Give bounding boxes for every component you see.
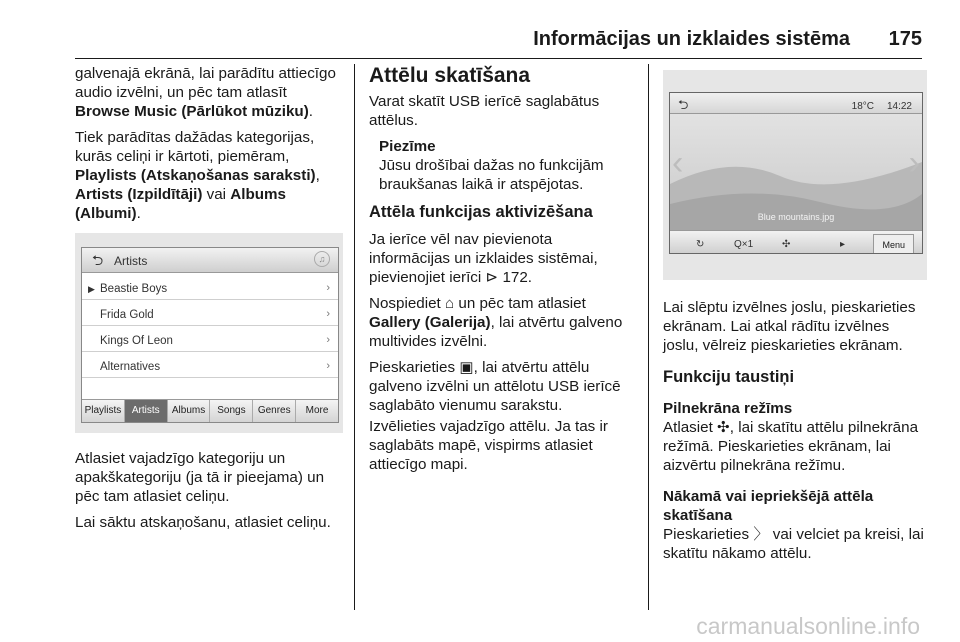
- list-item[interactable]: Frida Gold ›: [82, 300, 338, 326]
- play-icon[interactable]: ▸: [840, 239, 846, 250]
- section-heading: Funkciju taustiņi: [663, 368, 795, 386]
- gallery-toolbar: [670, 230, 922, 253]
- chevron-right-icon: ›: [326, 308, 330, 320]
- paragraph: Atlasiet ✣, lai skatītu attēlu pilnekrāna režīmā. Pieskarieties ekrānam, lai aizvērtu pilnekrāna režīmu.: [663, 419, 919, 474]
- gallery-screenshot: [663, 70, 927, 280]
- clock-readout: 14:22: [886, 101, 912, 112]
- list-item[interactable]: Alternatives ›: [82, 352, 338, 378]
- tab-genres[interactable]: Genres: [253, 400, 296, 422]
- paragraph: Ja ierīce vēl nav pievienota informācijas un izklaides sistēmai, pievienojiet ierīci ⊳ 172.: [369, 231, 598, 286]
- section-title: Informācijas un izklaides sistēma: [533, 28, 850, 50]
- note-box: [369, 137, 637, 194]
- list-item[interactable]: Kings Of Leon ›: [82, 326, 338, 352]
- artists-screen: [81, 247, 339, 423]
- fullscreen-icon[interactable]: ✣: [782, 239, 791, 250]
- artists-screenshot: [75, 233, 343, 433]
- screen-title: Artists: [114, 254, 148, 268]
- paragraph: Lai sāktu atskaņošanu, atlasiet celiņu.: [75, 514, 331, 531]
- paragraph: Pieskarieties ▣, lai atvērtu attēlu galveno izvēlni un attēlotu USB ierīcē saglabāto vienumu sarakstu.: [369, 359, 621, 414]
- paragraph: Lai slēptu izvēlnes joslu, pieskarieties ekrānam. Lai atkal rādītu izvēlnes joslu, vēlreiz pieskarieties ekrānam.: [663, 299, 916, 354]
- tab-artists[interactable]: Artists: [125, 400, 168, 422]
- subheading: Attēla funkcijas aktivizēšana: [369, 203, 593, 221]
- column-1: [75, 64, 343, 539]
- paragraph: galvenajā ekrānā, lai parādītu attiecīgo audio izvēlni, un pēc tam atlasīt Browse Music (Pārlūkot mūziku).: [75, 65, 336, 120]
- category-tabbar: [82, 399, 338, 422]
- paragraph: Pieskarieties 〉 vai velciet pa kreisi, lai skatītu nākamo attēlu.: [663, 526, 924, 562]
- back-arrow-icon[interactable]: ⮌: [678, 97, 689, 112]
- column-divider-2: [648, 64, 649, 610]
- paragraph: Nospiediet ⌂ un pēc tam atlasiet Gallery (Galerija), lai atvērtu galveno multivides izvēlni.: [369, 295, 623, 350]
- playing-indicator-icon: ▶: [88, 284, 95, 294]
- subheading: Nākamā vai iepriekšējā attēla skatīšana: [663, 488, 874, 524]
- tab-songs[interactable]: Songs: [210, 400, 253, 422]
- chevron-left-icon[interactable]: ‹: [672, 144, 684, 182]
- chevron-right-icon: ›: [326, 360, 330, 372]
- header-divider: [75, 58, 922, 59]
- menu-button[interactable]: Menu: [873, 234, 914, 254]
- page-number: 175: [888, 28, 922, 50]
- tab-playlists[interactable]: Playlists: [82, 400, 125, 422]
- list-item[interactable]: ▶ Beastie Boys ›: [82, 274, 338, 300]
- photo-view[interactable]: [670, 114, 922, 230]
- music-note-icon[interactable]: ♫: [314, 251, 330, 267]
- zoom-icon[interactable]: Q×1: [734, 239, 754, 250]
- column-3: [663, 64, 927, 570]
- column-divider-1: [354, 64, 355, 610]
- chevron-right-icon: ›: [326, 334, 330, 346]
- back-arrow-icon[interactable]: ⮌: [92, 252, 104, 268]
- chevron-right-icon[interactable]: ›: [908, 144, 920, 182]
- paragraph: Varat skatīt USB ierīcē saglabātus attēlus.: [369, 93, 600, 129]
- section-heading: Attēlu skatīšana: [369, 64, 531, 87]
- column-2: [369, 64, 637, 481]
- tab-more[interactable]: More: [305, 405, 329, 416]
- subheading: Pilnekrāna režīms: [663, 400, 793, 417]
- tab-albums[interactable]: Albums: [168, 400, 211, 422]
- note-text: Jūsu drošībai dažas no funkcijām braukšanas laikā ir atspējotas.: [379, 157, 604, 193]
- gallery-screen: [669, 92, 923, 254]
- image-caption: Blue mountains.jpg: [757, 212, 835, 222]
- page-header: [0, 18, 960, 58]
- screen-topbar: [82, 248, 338, 273]
- temperature-readout: 18°C: [851, 101, 874, 112]
- paragraph: Atlasiet vajadzīgo kategoriju un apakškategoriju (ja tā ir pieejama) un pēc tam atlasiet celiņu.: [75, 450, 325, 505]
- rotate-icon[interactable]: ↻: [696, 239, 705, 250]
- paragraph: Tiek parādītas dažādas kategorijas, kurās celiņi ir kārtoti, piemēram, Playlists (Atskaņošanas saraksti), Artists (Izpildītāji) vai Albums (Albumi).: [75, 129, 320, 222]
- gallery-topbar: [670, 93, 922, 114]
- chevron-right-icon: ›: [326, 282, 330, 294]
- watermark: carmanualsonline.info: [696, 613, 920, 639]
- note-title: Piezīme: [379, 138, 436, 155]
- paragraph: Izvēlieties vajadzīgo attēlu. Ja tas ir saglabāts mapē, vispirms atlasiet attiecīgo mapi.: [369, 418, 608, 473]
